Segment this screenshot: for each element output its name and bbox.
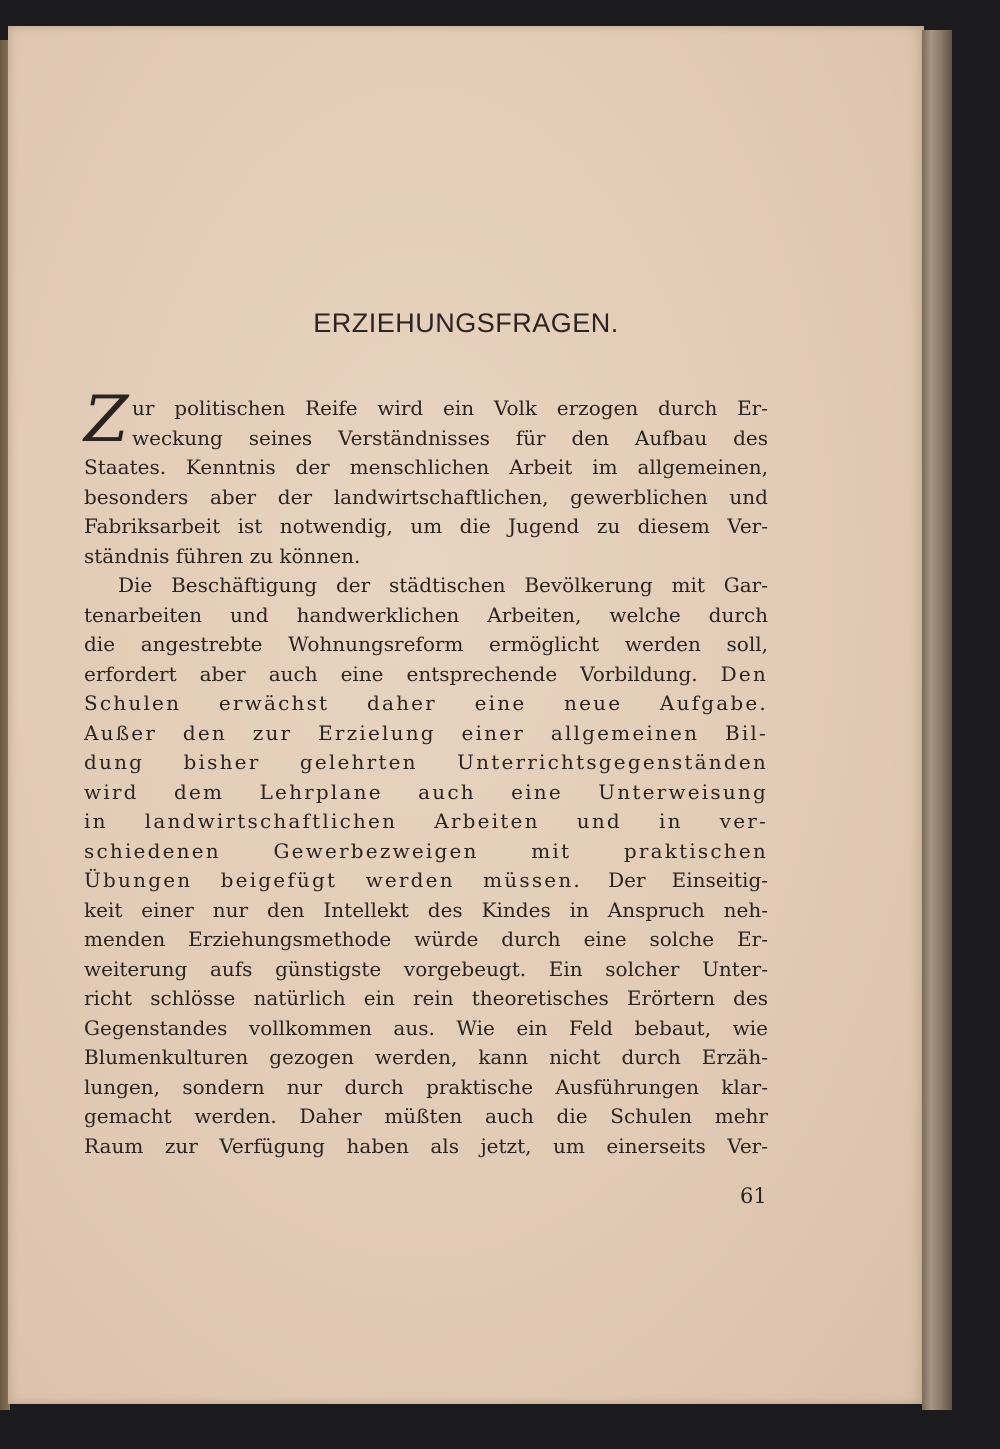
- drop-cap: Z: [84, 383, 129, 457]
- text-line: [84, 660, 768, 690]
- text-line-spaced: wird dem Lehrplane auch eine Unterweisung: [84, 779, 768, 804]
- text-line-spaced: in landwirtschaftlichen Arbeiten und in ver-: [84, 809, 768, 833]
- text-line: Die Beschäftigung der städtischen Bevölkerung mit Gar-: [118, 573, 768, 597]
- text-line-spaced: schiedenen Gewerbezweigen mit praktischen: [84, 838, 768, 863]
- text-line: gemacht werden. Daher müßten auch die Schulen mehr: [84, 1104, 768, 1128]
- text-line: [84, 866, 768, 896]
- text-line: Staates. Kenntnis der menschlichen Arbeit im allgemeinen,: [84, 455, 768, 479]
- text-segment: erfordert aber auch eine entsprechende Vorbildung.: [84, 661, 698, 686]
- text-line-spaced: Schulen erwächst daher eine neue Aufgabe.: [84, 691, 768, 715]
- text-segment: Der Einseitig-: [608, 868, 769, 892]
- text-segment-spaced: Übungen beigefügt werden müssen.: [84, 868, 582, 892]
- text-line: Raum zur Verfügung haben als jetzt, um einerseits Ver-: [84, 1133, 768, 1158]
- text-line: Fabriksarbeit ist notwendig, um die Jugend zu diesem Ver-: [84, 514, 768, 538]
- page-number: 61: [740, 1184, 767, 1208]
- text-line: ständnis führen zu können.: [84, 543, 361, 568]
- text-line: weiterung aufs günstigste vorgebeugt. Ein solcher Unter-: [84, 956, 768, 981]
- text-line-spaced: dung bisher gelehrten Unterrichtsgegenständen: [84, 750, 768, 774]
- text-line: tenarbeiten und handwerklichen Arbeiten, welche durch: [84, 602, 768, 627]
- body-text: [84, 394, 768, 1161]
- text-line: weckung seines Verständnisses für den Aufbau des: [132, 425, 768, 450]
- text-line: die angestrebte Wohnungsreform ermöglicht werden soll,: [84, 632, 768, 656]
- text-line: besonders aber der landwirtschaftlichen, gewerblichen und: [84, 484, 768, 509]
- text-line: keit einer nur den Intellekt des Kindes in Anspruch neh-: [84, 897, 768, 922]
- text-line: menden Erziehungsmethode würde durch eine solche Er-: [84, 927, 768, 951]
- text-segment-spaced: Den: [720, 661, 768, 686]
- text-line: ur politischen Reife wird ein Volk erzogen durch Er-: [132, 396, 768, 420]
- page-edge: [922, 30, 952, 1410]
- text-line: Blumenkulturen gezogen werden, kann nicht durch Erzäh-: [84, 1045, 768, 1069]
- text-line: Gegenstandes vollkommen aus. Wie ein Feld bebaut, wie: [84, 1015, 768, 1040]
- text-line-spaced: Außer den zur Erzielung einer allgemeinen Bil-: [84, 720, 768, 745]
- chapter-title: ERZIEHUNGSFRAGEN.: [313, 308, 619, 338]
- text-line: lungen, sondern nur durch praktische Ausführungen klar-: [84, 1074, 768, 1099]
- text-line: richt schlösse natürlich ein rein theoretisches Erörtern des: [84, 986, 768, 1010]
